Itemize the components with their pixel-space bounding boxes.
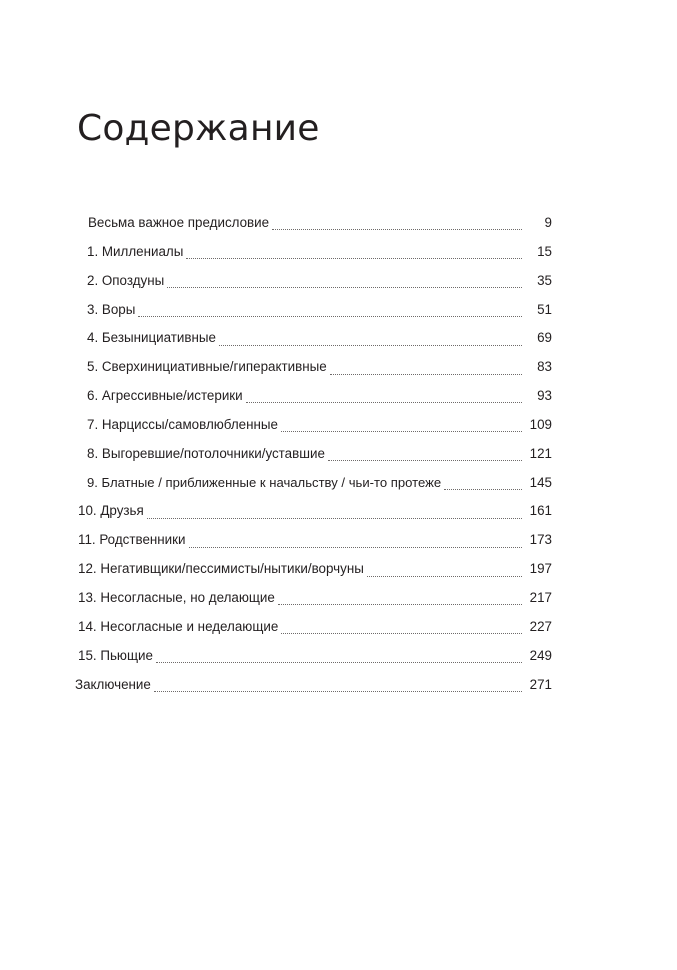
- toc-entry-chapter-15[interactable]: [0, 642, 677, 671]
- toc-page-number: 249: [529, 647, 552, 663]
- toc-entry-label: Заключение: [75, 676, 151, 692]
- dot-leader: [189, 546, 523, 548]
- toc-entry-label: 12. Негативщики/пессимисты/нытики/ворчуны: [78, 561, 364, 577]
- dot-leader: [281, 430, 522, 432]
- toc-entry-chapter-1[interactable]: [0, 238, 677, 267]
- toc-entry-label: 13. Несогласные, но делающие: [78, 589, 275, 605]
- toc-entry-label: 4. Безынициативные: [87, 330, 216, 346]
- toc-page-number: 109: [529, 416, 552, 432]
- toc-page-number: 161: [529, 503, 552, 519]
- dot-leader: [147, 517, 522, 519]
- toc-entry-label: Весьма важное предисловие: [88, 215, 270, 230]
- toc-entry-preface[interactable]: [0, 209, 677, 238]
- dot-leader: [138, 315, 522, 317]
- dot-leader: [167, 286, 522, 288]
- dot-leader: [156, 661, 522, 663]
- toc-entry-label: 11. Родственники: [78, 532, 186, 548]
- toc-entry-chapter-4[interactable]: [0, 324, 677, 353]
- toc-entry-conclusion[interactable]: [0, 671, 677, 700]
- toc-entry-label: 5. Сверхинициативные/гиперактивные: [87, 359, 327, 375]
- toc-page-number: 271: [529, 676, 552, 692]
- toc-page-number: 35: [537, 272, 552, 288]
- toc-page-number: 173: [529, 532, 552, 548]
- toc-page-number: 83: [537, 359, 552, 375]
- toc-entry-chapter-6[interactable]: [0, 382, 677, 411]
- dot-leader: [367, 575, 522, 577]
- toc-entry-label: 15. Пьющие: [78, 647, 153, 663]
- toc-page-number: 93: [537, 388, 552, 404]
- toc-page-number: 51: [537, 301, 552, 317]
- toc-entry-label: 8. Выгоревшие/потолочники/уставшие: [87, 445, 325, 461]
- toc-page-number: 227: [529, 618, 552, 634]
- dot-leader: [328, 459, 522, 461]
- toc-entry-chapter-8[interactable]: [0, 440, 677, 469]
- toc-entry-label: 10. Друзья: [78, 503, 144, 519]
- dot-leader: [281, 632, 522, 634]
- toc-entry-label: 6. Агрессивные/истерики: [87, 388, 243, 404]
- toc-entry-chapter-11[interactable]: [0, 526, 677, 555]
- toc-entry-label: 3. Воры: [87, 301, 136, 317]
- dot-leader: [330, 373, 522, 375]
- table-of-contents: [0, 209, 677, 699]
- toc-page-number: 217: [529, 589, 552, 605]
- toc-page-number: 121: [529, 445, 552, 461]
- toc-entry-label: 1. Миллениалы: [87, 243, 184, 259]
- toc-entry-chapter-3[interactable]: [0, 296, 677, 325]
- toc-entry-chapter-9[interactable]: [0, 469, 677, 498]
- toc-entry-label: 14. Несогласные и неделающие: [78, 618, 279, 634]
- dot-leader: [278, 603, 522, 605]
- dot-leader: [186, 257, 522, 259]
- dot-leader: [154, 690, 522, 692]
- toc-page-number: 69: [537, 330, 552, 346]
- toc-entry-label: 9. Блатные / приближенные к начальству / чьи-то протеже: [87, 474, 442, 490]
- toc-entry-label: 7. Нарциссы/самовлюбленные: [87, 416, 278, 432]
- dot-leader: [246, 401, 522, 403]
- toc-entry-chapter-13[interactable]: [0, 584, 677, 613]
- toc-entry-chapter-7[interactable]: [0, 411, 677, 440]
- toc-page-number: 9: [544, 215, 552, 230]
- toc-entry-label: 2. Опоздуны: [87, 272, 165, 288]
- dot-leader: [272, 228, 522, 230]
- toc-page-number: 197: [529, 561, 552, 577]
- toc-page-number: 145: [529, 474, 552, 490]
- page-title: Содержание: [77, 108, 320, 149]
- toc-entry-chapter-2[interactable]: [0, 267, 677, 296]
- toc-entry-chapter-14[interactable]: [0, 613, 677, 642]
- toc-entry-chapter-12[interactable]: [0, 555, 677, 584]
- toc-page-number: 15: [537, 243, 552, 259]
- toc-entry-chapter-5[interactable]: [0, 353, 677, 382]
- toc-entry-chapter-10[interactable]: [0, 497, 677, 526]
- dot-leader: [219, 344, 522, 346]
- dot-leader: [444, 488, 522, 490]
